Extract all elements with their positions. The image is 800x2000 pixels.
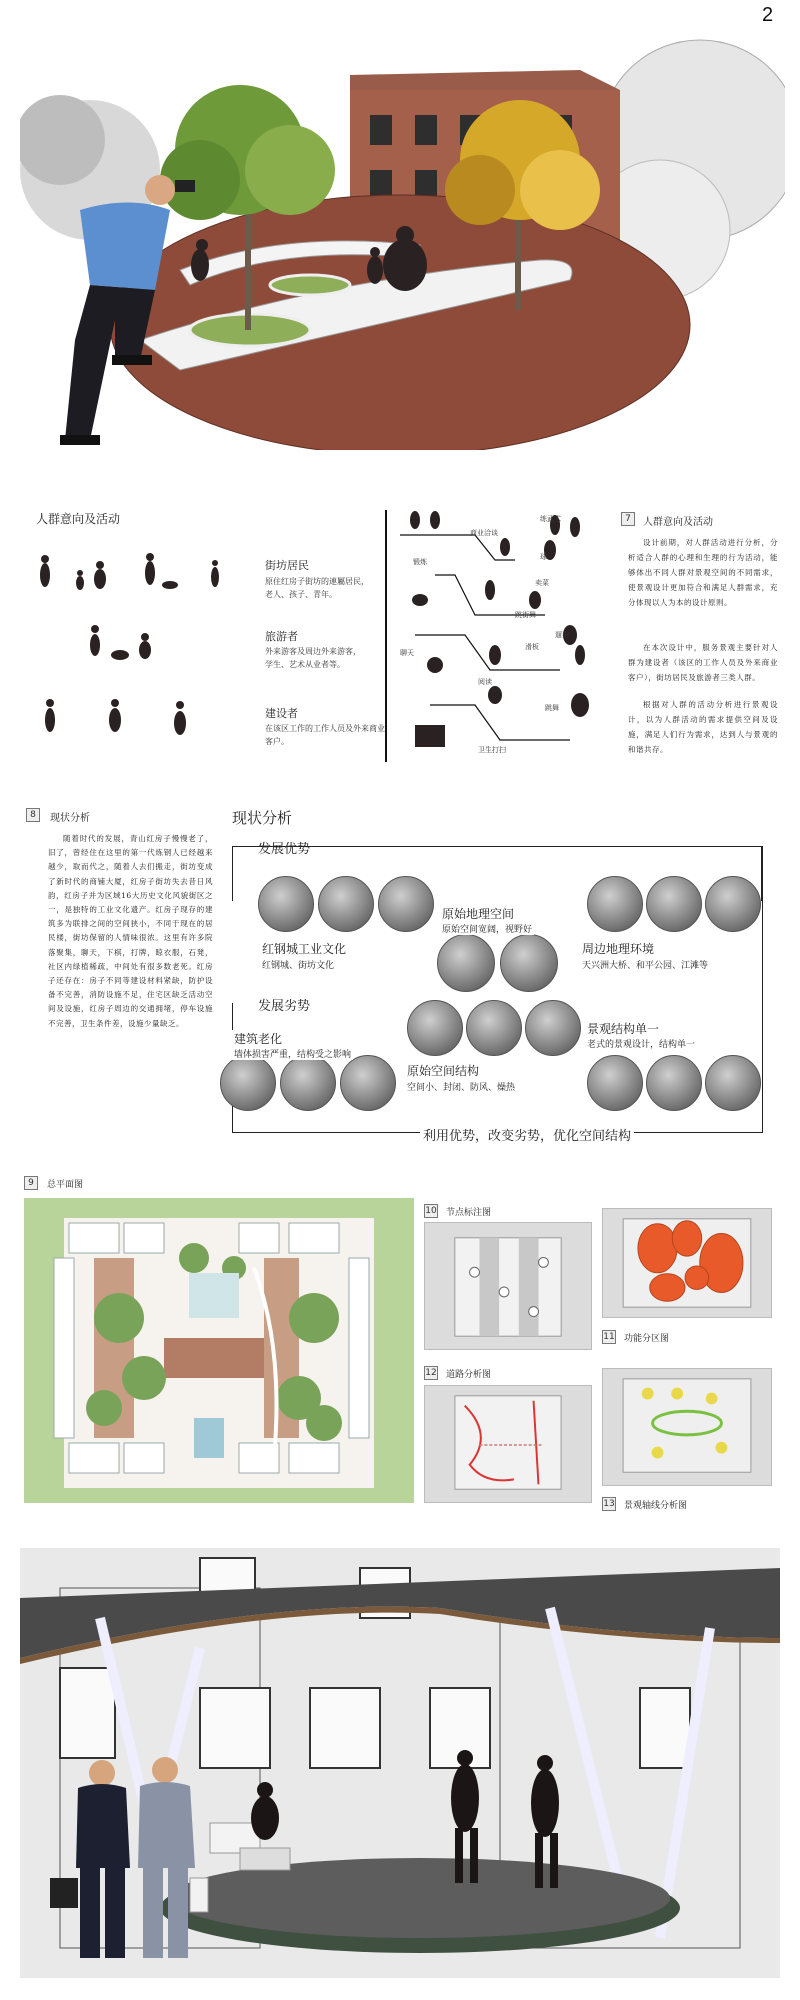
node-aging-title: 建筑老化: [234, 1032, 283, 1046]
node-map-panel: [424, 1222, 592, 1350]
crowd-section-title: 人群意向及活动: [36, 512, 121, 526]
group-builders-title: 建设者: [265, 707, 298, 720]
node-landscape-desc: 老式的景观设计，结构单一: [585, 1037, 697, 1050]
group-tourists-title: 旅游者: [265, 630, 298, 643]
activity-label-11: 卫生打扫: [478, 746, 506, 754]
activity-label-9: 阅读: [478, 678, 492, 686]
node-structure-desc: 空间小、封闭、防风、燥热: [405, 1080, 517, 1093]
activity-label-6: 滑板: [525, 643, 539, 651]
section-8-title: 现状分析: [50, 813, 90, 824]
activity-label-10: 跳舞: [545, 704, 559, 712]
photo-circle: [525, 1000, 581, 1056]
node-surroundings-desc: 天兴洲大桥、和平公园、江滩等: [580, 958, 710, 971]
section-11-number: 11: [603, 1332, 615, 1342]
node-industrial-culture-title: 红钢城工业文化: [262, 942, 347, 956]
photo-circle: [220, 1055, 276, 1111]
section-8-paragraph: 随着时代的发展，青山红房子慢慢老了，旧了，曾经住在这里的第一代炼钢人已经越来越少，取而代之，随着人去们搬走，街坊变成了新时代的商铺大厦，红房子街坊失去昔日风韵，红房子并为区域16大历史文化风貌街区之一，是独特的工业文化遗产。红房子现存的建筑多为联排之间的空间狭小，不同于现在的居民楼，街坊保留的人情味很浓。这里有许多院落聚集，聊天，下棋，打牌，晾衣服，石凳，社区内绿植稀疏，中间处有很多数老死。红房子还存在：房子不同等建设材料紧缺，防护设备不完善，消防设施不足，住宅区缺乏活动空间及设施，红房子周边的交通拥堵，停车设施不完善，卫生条件差，设施少量缺乏。: [48, 834, 213, 1028]
crowd-divider: [385, 510, 387, 762]
node-industrial-culture-desc: 红钢城、街坊文化: [260, 958, 336, 971]
analysis-conclusion: 利用优势，改变劣势，优化空间结构: [420, 1125, 634, 1144]
analysis-right-bracket: [762, 846, 763, 1133]
advantages-label: 发展优势: [258, 842, 311, 857]
activity-label-8: 聊天: [400, 649, 414, 657]
function-map-panel: [602, 1208, 772, 1318]
photo-circle: [705, 1055, 761, 1111]
node-geo-space-title: 原始地理空间: [442, 907, 515, 921]
node-surroundings-title: 周边地理环境: [582, 942, 655, 956]
section-10-number: 10: [425, 1206, 437, 1216]
function-map-title: 功能分区图: [624, 1334, 670, 1344]
page-number: 2: [762, 4, 774, 26]
photo-circle: [466, 1000, 522, 1056]
photo-circle: [340, 1055, 396, 1111]
axis-map-panel: [602, 1368, 772, 1486]
node-landscape-title: 景观结构单一: [587, 1022, 660, 1036]
section-7-paragraph-2: 在本次设计中，服务景观主要针对人群为建设者（该区的工作人员及外来商业客户），街坊居民及旅游者三类人群。: [628, 643, 778, 682]
axis-map-title: 景观轴线分析图: [624, 1501, 688, 1511]
photo-circle: [378, 876, 434, 932]
section-7-title: 人群意向及活动: [643, 517, 713, 528]
photo-circle: [437, 934, 495, 992]
hero-rendering: [20, 30, 785, 450]
section-13-number: 13: [603, 1499, 615, 1509]
photo-circle: [280, 1055, 336, 1111]
photo-circle: [318, 876, 374, 932]
group-residents-title: 街坊居民: [265, 559, 309, 572]
activity-diagram: [395, 505, 605, 765]
photo-circle: [587, 876, 643, 932]
node-geo-space-desc: 原始空间宽阔，视野好: [440, 922, 534, 935]
group-residents-desc: 原住红房子街坊的連屬居民， 老人、孩子、青年。: [265, 577, 369, 599]
section-9-number: 9: [24, 1176, 38, 1190]
photo-circle: [500, 934, 558, 992]
analysis-title: 现状分析: [232, 809, 293, 827]
activity-label-4: 卖菜: [535, 579, 549, 587]
photo-circle: [407, 1000, 463, 1056]
activity-label-7: 遛狗: [555, 631, 569, 639]
road-map-title: 道路分析图: [446, 1370, 492, 1380]
section-7-number: 7: [621, 512, 635, 526]
node-aging-desc: 墙体损害严重，结构受之影响: [232, 1047, 353, 1060]
group-tourists-desc: 外来游客及周边外来游客， 学生、艺术从业者等。: [265, 647, 361, 669]
activity-label-0: 商业洽谈: [470, 529, 498, 537]
node-structure-title: 原始空间结构: [407, 1064, 480, 1078]
node-map-title: 节点标注图: [446, 1208, 492, 1218]
photo-circle: [705, 876, 761, 932]
section-7-paragraph-3: 根据对人群的活动分析进行景观设计，以为人群活动的需求提供空间及设施，满足人们行为需求，达到人与景观的和谐共存。: [628, 700, 778, 754]
photo-circle: [587, 1055, 643, 1111]
crowd-silhouettes: [30, 545, 245, 750]
activity-label-2: 锻炼: [413, 558, 427, 566]
activity-label-3: 球: [540, 553, 547, 561]
master-plan-drawing: [24, 1198, 414, 1503]
activity-label-1: 练武术: [540, 515, 561, 523]
photo-circle: [646, 1055, 702, 1111]
activity-label-5: 跳街舞: [515, 611, 536, 619]
photo-circle: [646, 876, 702, 932]
master-plan-title: 总平面图: [47, 1180, 84, 1190]
road-map-panel: [424, 1385, 592, 1503]
bottom-rendering: [20, 1548, 780, 1978]
photo-circle: [258, 876, 314, 932]
disadvantages-label: 发展劣势: [258, 999, 311, 1014]
section-7-paragraph-1: 设计前期，对人群活动进行分析，分析适合人群的心理和生理的行为活动，能够体出不同人群对景观空间的不同需求，使景观设计更加符合和满足人群需求，充分体现以人为本的设计原则。: [628, 538, 778, 607]
section-12-number: 12: [425, 1368, 437, 1378]
group-builders-desc: 在该区工作的工作人员及外来商业 客户。: [265, 724, 385, 746]
section-8-number: 8: [26, 808, 40, 822]
